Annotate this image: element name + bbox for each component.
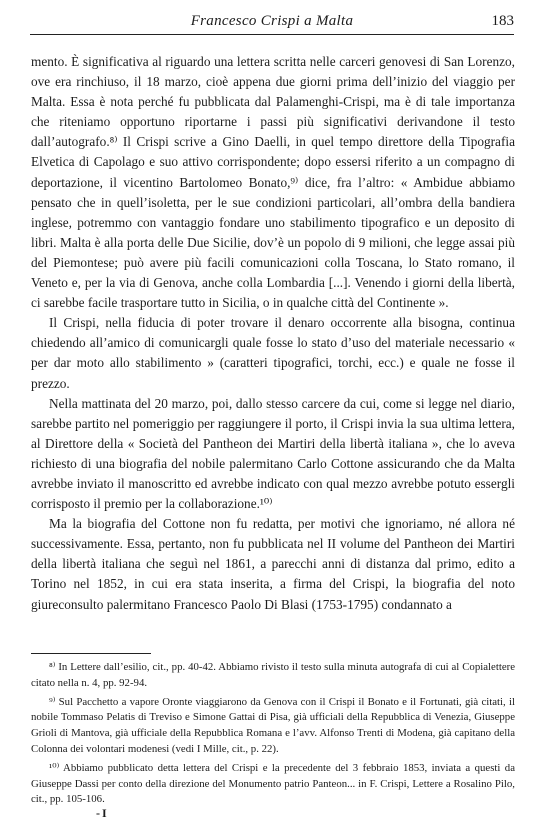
paragraph-4: Ma la biografia del Cottone non fu redatta, per motivi che ignoriamo, né allora né successivamente. Essa, pertanto, non fu pubblicata nel II volume del Pantheon dei Martiri della libertà italiana che seguì nel 1861, a parecchi anni di distanza dal primo, edito a Torino nel 1852, in cui era stata inserita, a firma del Crispi, la biografia del noto giureconsulto palermitano Francesco Paolo Di Blasi (1753-1795) condannato a (31, 516, 515, 612)
page-header (30, 12, 514, 35)
footnote-9: ⁹⁾ Sul Pacchetto a vapore Oronte viaggiarono da Genova con il Crispi il Bonato e il Fortunati, già citati, il nobile Tommaso Pelatis di Treviso e Simone Gattai di Pisa, già ufficiali della Repubblica di Venezia, Giuseppe Grioli di Mantova, già ufficiale della Repubblica Romana e l’avv. Alfonso Trenti di Modena, già capitano della Colonna dei volontari modenesi (vedi I Mille, cit., p. 22). (31, 695, 515, 755)
footnote-8: ⁸⁾ In Lettere dall’esilio, cit., pp. 40-42. Abbiamo rivisto il testo sulla minuta autografa di cui al Copialettere citato nella n. 4, pp. 92-94. (31, 661, 515, 689)
paragraph-2: Il Crispi, nella fiducia di poter trovare il denaro occorrente alla bisogna, continua chiedendo all’amico di comunicargli quale fosse lo stato d’uso del materiale necessario « per dar moto allo stabilimento » (caratteri tipografici, torchi, ecc.) e quale ne fosse il prezzo. (31, 315, 515, 391)
footnotes (31, 660, 515, 811)
footnote-10: ¹⁰⁾ Abbiamo pubblicato detta lettera del Crispi e la precedente del 3 febbraio 1853, inviata a questi da Giuseppe Dassi per conto della direzione del Monumento patrio Panteon... in F. Crispi, Lettere a Rosalino Pilo, cit., pp. 105-106. (31, 761, 515, 806)
running-title: Francesco Crispi a Malta (190, 13, 354, 29)
paragraph-3: Nella mattinata del 20 marzo, poi, dallo stesso carcere da cui, come si legge nel diario, sarebbe partito nel pomeriggio per raggiungere il porto, il Crispi invia la sua ultima lettera, al Direttore della « Società del Pantheon dei Martiri della libertà italiana », che lo aveva richiesto di una biografia del nobile palermitano Carlo Cottone assicurando che da Malta avrebbe inviato il manoscritto ed avrebbe indicato con qual mezzo avrebbe potuto essergli corrisposto il premio per la collaborazione.¹⁰⁾ (31, 395, 515, 512)
paragraph-1: mento. È significativa al riguardo una lettera scritta nelle carceri genovesi di San Lorenzo, ove era rinchiuso, il 18 marzo, cioè appena due giorni prima dell’inizio del viaggio per Malta. Essa è nota perché fu pubblicata dal Palamenghi-Crispi, ma è di tale importanza che riteniamo opportuno riportarne i passi più significativi derivandone il testo dall’autografo.⁸⁾ Il Crispi scrive a Gino Daelli, in quel tempo direttore della Tipografia Elvetica di Capolago e suo attivo corrispondente; dopo essersi riferito a un compagno di deportazione, il vicentino Bartolomeo Bonato,⁹⁾ dice, fra l’altro: « Ambidue abbiamo pensato che in quell’isoletta, per le sue condizioni particolari, all’ombra della bandiera inglese, potremmo con vantaggio fondare uno stabilimento tipografico e un deposito di libri. Malta è alla porta delle Due Sicilie, dov’è un popolo di 9 milioni, che legge assai più del Piemontese; può avere più facili comunicazioni colla Toscana, lo Stato romano, il Veneto e, per la via di Genova, anche colla Lombardia [...]. Venendo i giorni della libertà, ci sarebbe facile trasportare tutto in Sicilia, o in qualche città del Continente ». (31, 54, 515, 311)
footnote-divider (31, 653, 151, 654)
main-text (31, 52, 515, 615)
page-number: 183 (491, 13, 514, 29)
printer-mark: -I (96, 806, 109, 820)
